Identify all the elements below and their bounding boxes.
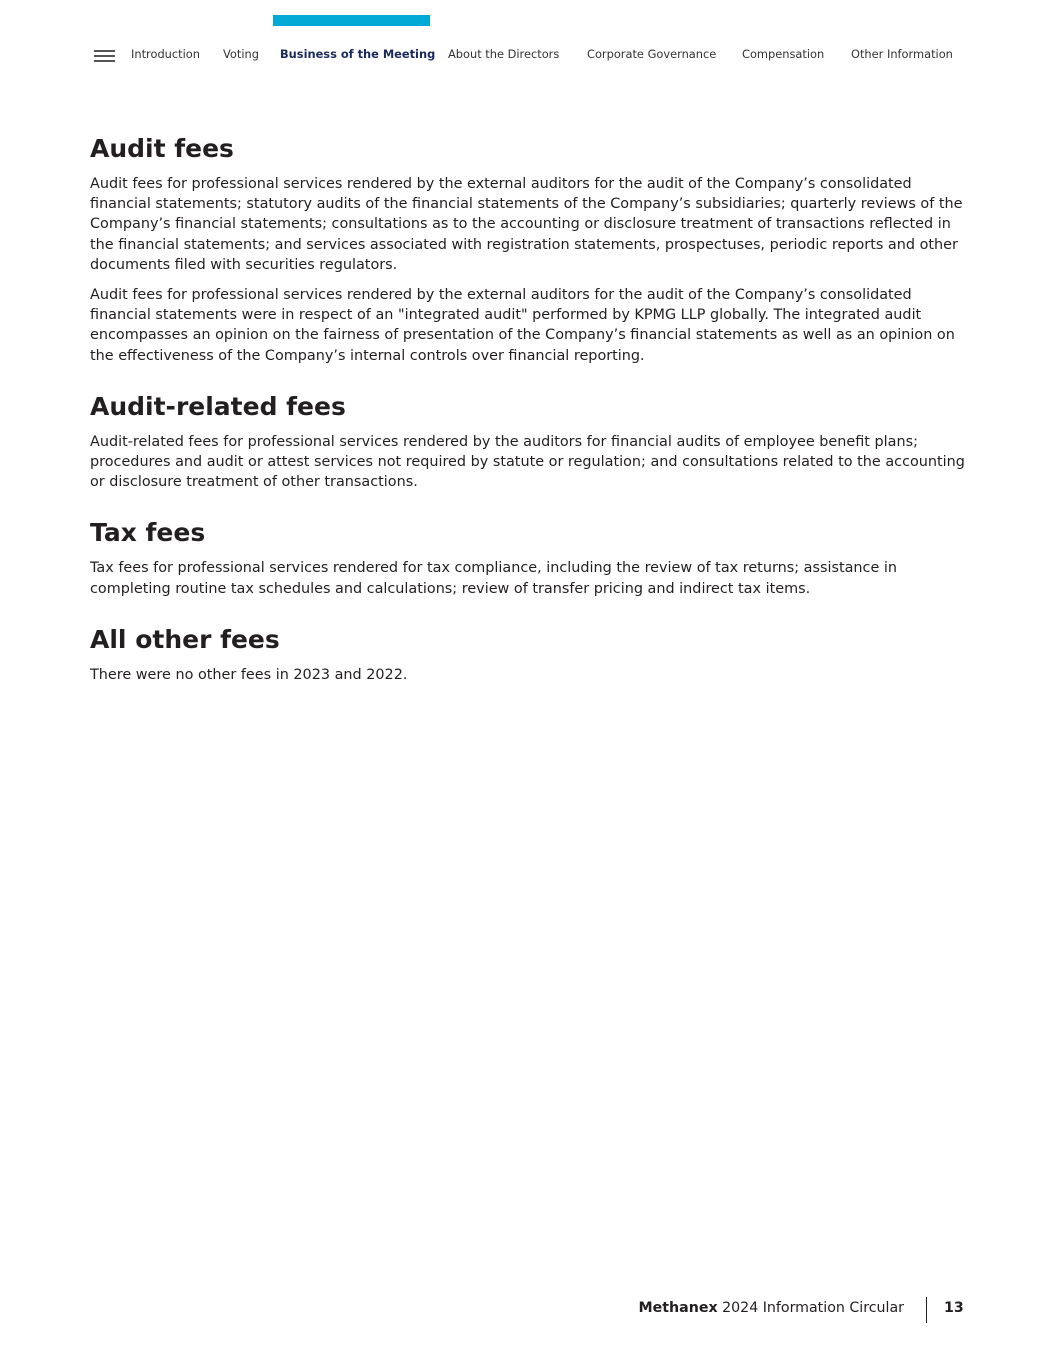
footer-document-name: 2024 Information Circular (717, 1300, 904, 1316)
active-tab-indicator (273, 15, 430, 26)
footer-document-title (620, 1300, 904, 1316)
section-paragraph: Tax fees for professional services rendered for tax compliance, including the review of tax returns; assistance in completing routine tax schedules and calculations; review of transfer pricing and indirect tax items. (90, 560, 898, 597)
section-paragraph: Audit fees for professional services rendered by the external auditors for the audit of the Company’s consolidated financial statements; statutory audits of the financial statements of the Company’s subsidiaries; quarterly reviews of the Company’s financial statements; consultations as to the accounting or disclosure treatment of transactions reflected in the financial statements; and services associated with registration statements, prospectuses, periodic reports and other documents filed with securities regulators. (90, 176, 963, 273)
page-number: 13 (944, 1300, 964, 1316)
nav-item-other-information[interactable]: Other Information (851, 47, 953, 61)
hamburger-menu-icon[interactable] (94, 50, 115, 63)
main-content (90, 133, 970, 710)
nav-item-compensation[interactable]: Compensation (742, 47, 825, 61)
section-heading: Audit-related fees (90, 391, 346, 421)
footer-company-name: Methanex (638, 1300, 718, 1316)
section-paragraph: There were no other fees in 2023 and 2022. (90, 666, 408, 683)
nav-item-introduction[interactable]: Introduction (131, 47, 200, 61)
footer-divider (926, 1297, 927, 1323)
section-heading: Tax fees (90, 518, 206, 548)
section-audit-fees (90, 133, 970, 366)
section-audit-related-fees (90, 391, 970, 493)
section-tax-fees (90, 517, 970, 598)
section-paragraph: Audit-related fees for professional services rendered by the auditors for financial audits of employee benefit plans; procedures and audit or attest services not required by statute or regulation; and consultations related to the accounting or disclosure treatment of other transactions. (90, 433, 965, 491)
nav-item-voting[interactable]: Voting (223, 47, 259, 61)
section-paragraph: Audit fees for professional services rendered by the external auditors for the audit of the Company’s consolidated financial statements were in respect of an "integrated audit" performed by KPMG LLP globally. The integrated audit encompasses an opinion on the fairness of presentation of the Company’s financial statements as well as an opinion on the effectiveness of the Company’s internal controls over financial reporting. (90, 287, 955, 364)
section-all-other-fees (90, 624, 970, 685)
section-heading: Audit fees (90, 134, 234, 163)
nav-item-about-the-directors[interactable]: About the Directors (448, 47, 560, 61)
nav-item-business-of-the-meeting[interactable]: Business of the Meeting (280, 47, 436, 61)
section-heading: All other fees (90, 624, 280, 654)
nav-item-corporate-governance[interactable]: Corporate Governance (587, 47, 717, 61)
